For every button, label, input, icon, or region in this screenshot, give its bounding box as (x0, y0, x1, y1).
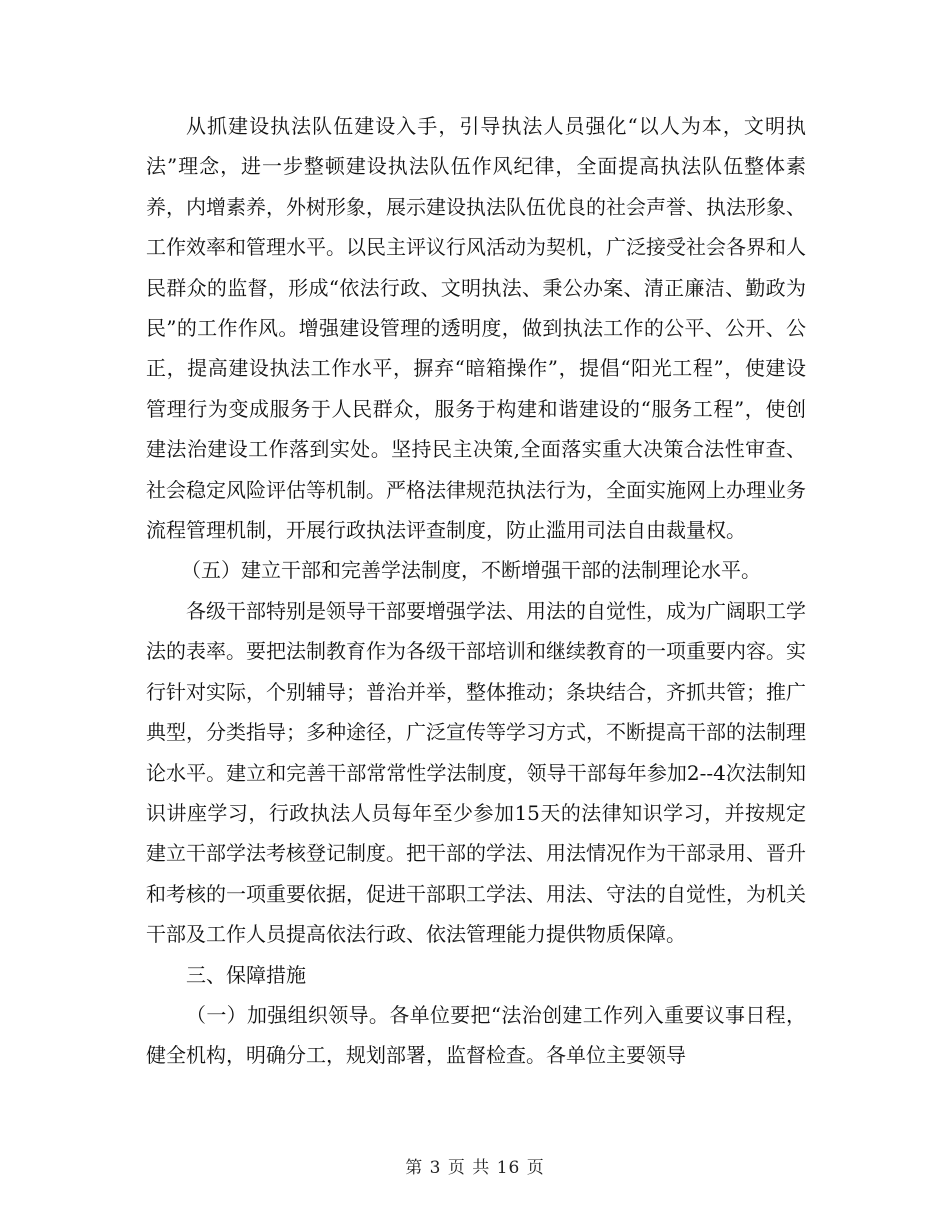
document-body (146, 106, 806, 1076)
page-number-footer: 第 3 页 共 16 页 (405, 1158, 545, 1178)
paragraph-cadre-study: 各级干部特别是领导干部要增强学法、用法的自觉性，成为广阔职工学法的表率。要把法制教育作为各级干部培训和继续教育的一项重要内容。实行针对实际，个别辅导；普治并举，整体推动；条块结合，齐抓共管；推广典型，分类指导；多种途径，广泛宣传等学习方式，不断提高干部的法制理论水平。建立和完善干部常常性学法制度，领导干部每年参加2--4次法制知识讲座学习，行政执法人员每年至少参加15天的法律知识学习，并按规定建立干部学法考核登记制度。把干部的学法、用法情况作为干部录用、晋升和考核的一项重要依据，促进干部职工学法、用法、守法的自觉性，为机关干部及工作人员提高依法行政、依法管理能力提供物质保障。 (146, 598, 806, 947)
paragraph-law-enforcement-team: 从抓建设执法队伍建设入手，引导执法人员强化“以人为本，文明执法”理念，进一步整顿建设执法队伍作风纪律，全面提高执法队伍整体素养，内增素养，外树形象，展示建设执法队伍优良的社会声誉、执法形象、工作效率和管理水平。以民主评议行风活动为契机，广泛接受社会各界和人民群众的监督，形成“依法行政、文明执法、秉公办案、清正廉洁、勤政为民”的工作作风。增强建设管理的透明度，做到执法工作的公平、公开、公正，提高建设执法工作水平，摒弃“暗箱操作”，提倡“阳光工程”，使建设管理行为变成服务于人民群众，服务于构建和谐建设的“服务工程”，使创建法治建设工作落到实处。坚持民主决策,全面落实重大决策合法性审查、社会稳定风险评估等机制。严格法律规范执法行为，全面实施网上办理业务流程管理机制，开展行政执法评查制度，防止滥用司法自由裁量权。 (146, 114, 806, 543)
section-heading-safeguards: 三、保障措施 (186, 962, 306, 987)
section-heading-five: （五）建立干部和完善学法制度，不断增强干部的法制理论水平。 (181, 558, 761, 583)
paragraph-organization-leadership: （一）加强组织领导。各单位要把“法治创建工作列入重要议事日程，健全机构，明确分工，规划部署，监督检查。各单位主要领导 (146, 1002, 806, 1068)
